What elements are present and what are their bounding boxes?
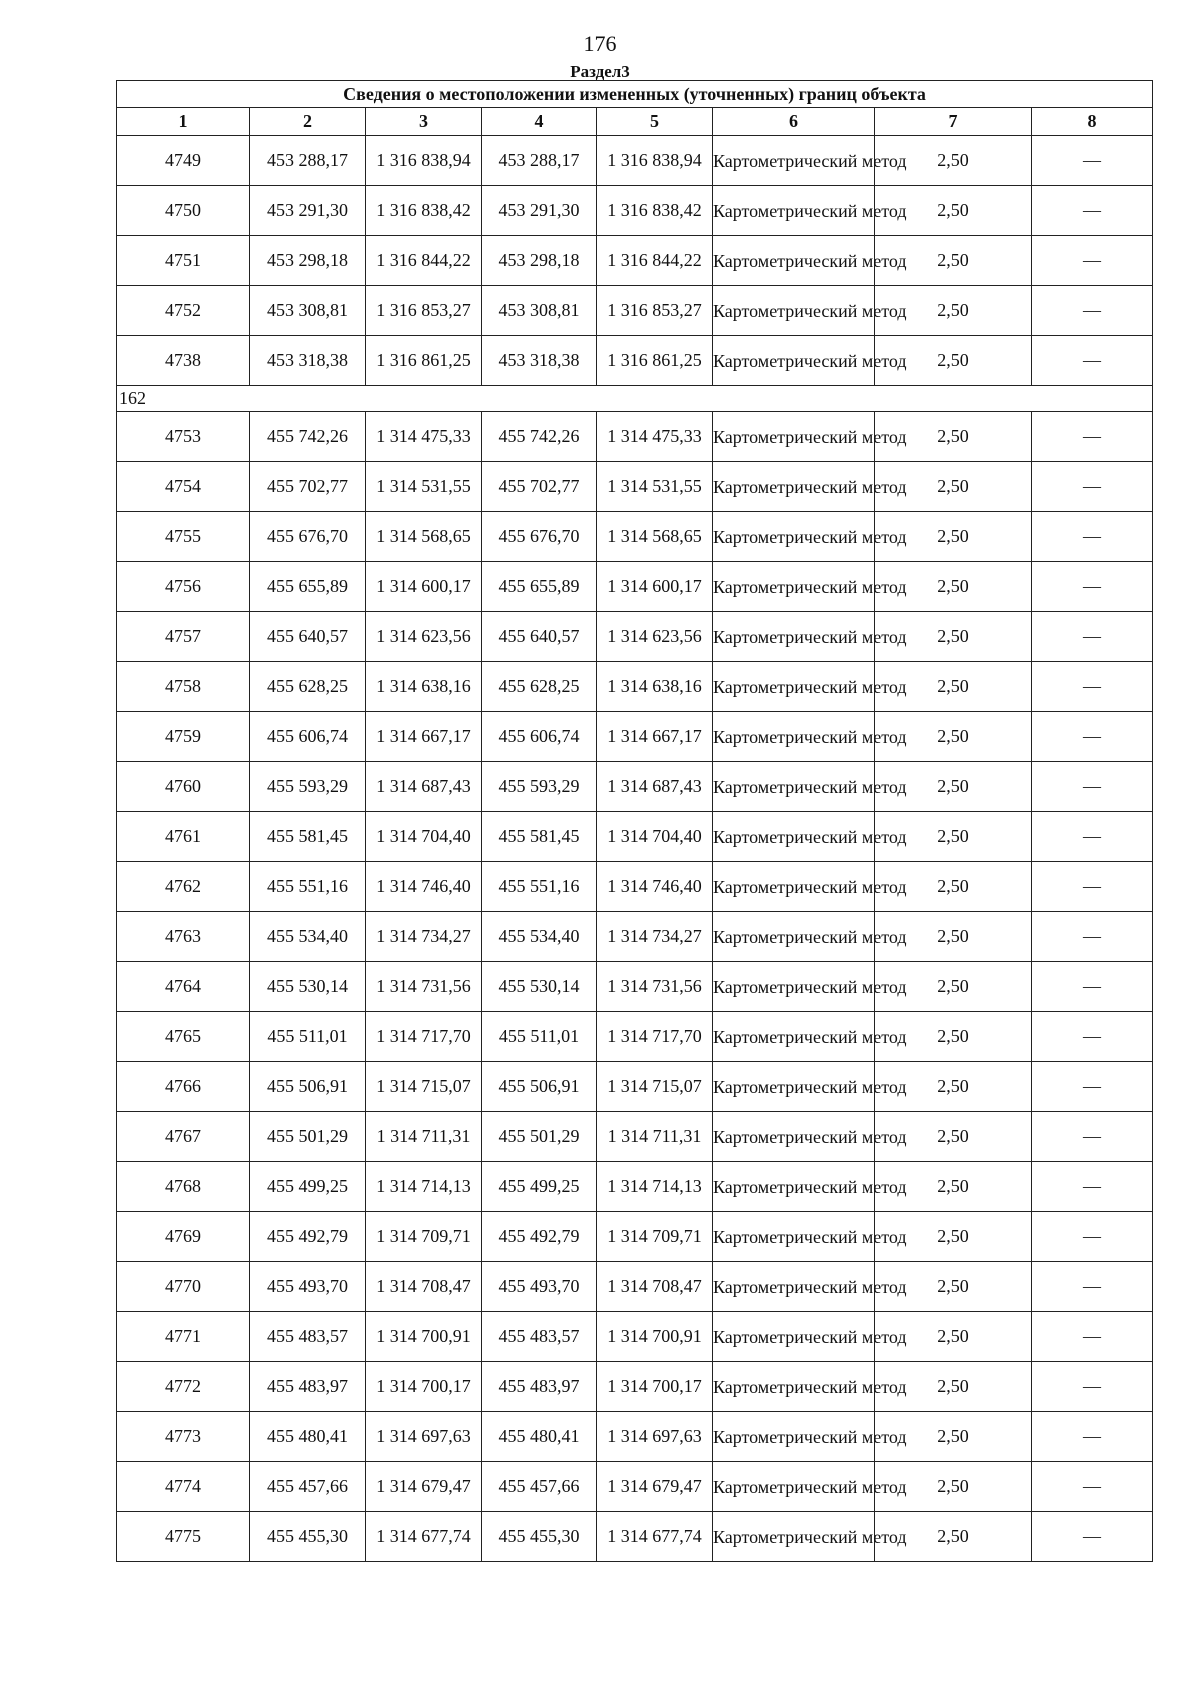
refined-x-cell: 455 702,77 <box>482 462 597 512</box>
refined-x-cell: 455 742,26 <box>482 412 597 462</box>
existing-y-cell: 1 316 838,42 <box>366 186 482 236</box>
table-row <box>117 612 1153 662</box>
column-number: 8 <box>1032 108 1153 136</box>
existing-x-cell: 455 628,25 <box>250 662 366 712</box>
existing-x-cell: 455 501,29 <box>250 1112 366 1162</box>
note-cell: — <box>1032 962 1153 1012</box>
note-cell: — <box>1032 1312 1153 1362</box>
method-cell: Картометрический метод <box>713 812 875 862</box>
accuracy-cell: 2,50 <box>875 412 1032 462</box>
refined-y-cell: 1 314 568,65 <box>597 512 713 562</box>
method-cell: Картометрический метод <box>713 1362 875 1412</box>
column-number: 3 <box>366 108 482 136</box>
existing-y-cell: 1 314 531,55 <box>366 462 482 512</box>
method-cell: Картометрический метод <box>713 286 875 336</box>
refined-x-cell: 453 288,17 <box>482 136 597 186</box>
table-row <box>117 562 1153 612</box>
existing-y-cell: 1 314 568,65 <box>366 512 482 562</box>
refined-x-cell: 453 291,30 <box>482 186 597 236</box>
accuracy-cell: 2,50 <box>875 1512 1032 1562</box>
method-cell: Картометрический метод <box>713 462 875 512</box>
accuracy-cell: 2,50 <box>875 462 1032 512</box>
note-cell: — <box>1032 1162 1153 1212</box>
point-number-cell: 4738 <box>117 336 250 386</box>
point-number-cell: 4765 <box>117 1012 250 1062</box>
accuracy-cell: 2,50 <box>875 186 1032 236</box>
refined-y-cell: 1 314 731,56 <box>597 962 713 1012</box>
note-cell: — <box>1032 1212 1153 1262</box>
refined-x-cell: 455 499,25 <box>482 1162 597 1212</box>
column-number: 5 <box>597 108 713 136</box>
refined-x-cell: 455 581,45 <box>482 812 597 862</box>
refined-x-cell: 455 493,70 <box>482 1262 597 1312</box>
existing-x-cell: 455 702,77 <box>250 462 366 512</box>
refined-y-cell: 1 314 715,07 <box>597 1062 713 1112</box>
refined-x-cell: 455 534,40 <box>482 912 597 962</box>
note-cell: — <box>1032 412 1153 462</box>
note-cell: — <box>1032 712 1153 762</box>
existing-x-cell: 455 457,66 <box>250 1462 366 1512</box>
point-number-cell: 4766 <box>117 1062 250 1112</box>
point-number-cell: 4749 <box>117 136 250 186</box>
existing-y-cell: 1 314 638,16 <box>366 662 482 712</box>
accuracy-cell: 2,50 <box>875 562 1032 612</box>
section-title: Раздел3 <box>570 62 630 81</box>
note-cell: — <box>1032 1512 1153 1562</box>
table-row <box>117 1512 1153 1562</box>
table-row <box>117 1412 1153 1462</box>
existing-x-cell: 455 493,70 <box>250 1262 366 1312</box>
note-cell: — <box>1032 336 1153 386</box>
refined-x-cell: 455 655,89 <box>482 562 597 612</box>
refined-x-cell: 453 308,81 <box>482 286 597 336</box>
existing-x-cell: 455 534,40 <box>250 912 366 962</box>
page-number: 176 <box>583 31 617 56</box>
note-cell: — <box>1032 1012 1153 1062</box>
refined-x-cell: 453 298,18 <box>482 236 597 286</box>
existing-y-cell: 1 316 861,25 <box>366 336 482 386</box>
existing-y-cell: 1 314 715,07 <box>366 1062 482 1112</box>
existing-y-cell: 1 314 734,27 <box>366 912 482 962</box>
existing-x-cell: 453 318,38 <box>250 336 366 386</box>
point-number-cell: 4768 <box>117 1162 250 1212</box>
refined-y-cell: 1 316 853,27 <box>597 286 713 336</box>
refined-y-cell: 1 314 708,47 <box>597 1262 713 1312</box>
existing-y-cell: 1 314 709,71 <box>366 1212 482 1262</box>
table-header <box>117 81 1153 136</box>
method-cell: Картометрический метод <box>713 1462 875 1512</box>
note-cell: — <box>1032 1362 1153 1412</box>
existing-x-cell: 455 455,30 <box>250 1512 366 1562</box>
column-number: 4 <box>482 108 597 136</box>
point-number-cell: 4751 <box>117 236 250 286</box>
refined-y-cell: 1 314 531,55 <box>597 462 713 512</box>
refined-x-cell: 455 640,57 <box>482 612 597 662</box>
accuracy-cell: 2,50 <box>875 662 1032 712</box>
table-row <box>117 1212 1153 1262</box>
table-row <box>117 862 1153 912</box>
point-number-cell: 4754 <box>117 462 250 512</box>
table-row <box>117 1112 1153 1162</box>
existing-x-cell: 455 593,29 <box>250 762 366 812</box>
refined-x-cell: 455 606,74 <box>482 712 597 762</box>
point-number-cell: 4771 <box>117 1312 250 1362</box>
existing-y-cell: 1 314 687,43 <box>366 762 482 812</box>
refined-x-cell: 455 628,25 <box>482 662 597 712</box>
table-row <box>117 962 1153 1012</box>
existing-x-cell: 455 483,97 <box>250 1362 366 1412</box>
method-cell: Картометрический метод <box>713 1012 875 1062</box>
refined-y-cell: 1 314 475,33 <box>597 412 713 462</box>
method-cell: Картометрический метод <box>713 336 875 386</box>
accuracy-cell: 2,50 <box>875 812 1032 862</box>
accuracy-cell: 2,50 <box>875 1012 1032 1062</box>
method-cell: Картометрический метод <box>713 712 875 762</box>
existing-y-cell: 1 314 700,91 <box>366 1312 482 1362</box>
accuracy-cell: 2,50 <box>875 1212 1032 1262</box>
refined-x-cell: 455 483,97 <box>482 1362 597 1412</box>
existing-y-cell: 1 316 853,27 <box>366 286 482 336</box>
point-number-cell: 4773 <box>117 1412 250 1462</box>
table-row <box>117 762 1153 812</box>
table-row <box>117 236 1153 286</box>
accuracy-cell: 2,50 <box>875 136 1032 186</box>
table-row <box>117 1362 1153 1412</box>
existing-x-cell: 455 511,01 <box>250 1012 366 1062</box>
method-cell: Картометрический метод <box>713 612 875 662</box>
existing-y-cell: 1 314 600,17 <box>366 562 482 612</box>
refined-y-cell: 1 314 734,27 <box>597 912 713 962</box>
method-cell: Картометрический метод <box>713 762 875 812</box>
table-row <box>117 136 1153 186</box>
note-cell: — <box>1032 662 1153 712</box>
method-cell: Картометрический метод <box>713 186 875 236</box>
accuracy-cell: 2,50 <box>875 1062 1032 1112</box>
column-number: 1 <box>117 108 250 136</box>
note-cell: — <box>1032 612 1153 662</box>
refined-y-cell: 1 314 600,17 <box>597 562 713 612</box>
note-cell: — <box>1032 1062 1153 1112</box>
point-number-cell: 4757 <box>117 612 250 662</box>
refined-y-cell: 1 314 717,70 <box>597 1012 713 1062</box>
existing-y-cell: 1 314 475,33 <box>366 412 482 462</box>
existing-y-cell: 1 314 667,17 <box>366 712 482 762</box>
accuracy-cell: 2,50 <box>875 1112 1032 1162</box>
existing-x-cell: 455 530,14 <box>250 962 366 1012</box>
refined-y-cell: 1 314 667,17 <box>597 712 713 762</box>
accuracy-cell: 2,50 <box>875 1162 1032 1212</box>
method-cell: Картометрический метод <box>713 1262 875 1312</box>
refined-x-cell: 455 480,41 <box>482 1412 597 1462</box>
refined-x-cell: 455 593,29 <box>482 762 597 812</box>
refined-x-cell: 455 501,29 <box>482 1112 597 1162</box>
existing-x-cell: 455 499,25 <box>250 1162 366 1212</box>
point-number-cell: 4769 <box>117 1212 250 1262</box>
point-number-cell: 4762 <box>117 862 250 912</box>
existing-x-cell: 453 288,17 <box>250 136 366 186</box>
existing-x-cell: 455 676,70 <box>250 512 366 562</box>
existing-x-cell: 453 308,81 <box>250 286 366 336</box>
note-cell: — <box>1032 236 1153 286</box>
existing-x-cell: 455 551,16 <box>250 862 366 912</box>
note-cell: — <box>1032 512 1153 562</box>
existing-x-cell: 455 483,57 <box>250 1312 366 1362</box>
existing-y-cell: 1 314 697,63 <box>366 1412 482 1462</box>
method-cell: Картометрический метод <box>713 1312 875 1362</box>
refined-y-cell: 1 314 700,17 <box>597 1362 713 1412</box>
existing-x-cell: 453 298,18 <box>250 236 366 286</box>
refined-y-cell: 1 314 677,74 <box>597 1512 713 1562</box>
refined-y-cell: 1 314 746,40 <box>597 862 713 912</box>
method-cell: Картометрический метод <box>713 136 875 186</box>
table-row <box>117 186 1153 236</box>
accuracy-cell: 2,50 <box>875 712 1032 762</box>
table-row <box>117 812 1153 862</box>
refined-x-cell: 453 318,38 <box>482 336 597 386</box>
accuracy-cell: 2,50 <box>875 1462 1032 1512</box>
note-cell: — <box>1032 562 1153 612</box>
refined-x-cell: 455 676,70 <box>482 512 597 562</box>
method-cell: Картометрический метод <box>713 1062 875 1112</box>
point-number-cell: 4755 <box>117 512 250 562</box>
table-row <box>117 512 1153 562</box>
note-cell: — <box>1032 1412 1153 1462</box>
point-number-cell: 4770 <box>117 1262 250 1312</box>
existing-x-cell: 455 480,41 <box>250 1412 366 1462</box>
note-cell: — <box>1032 1462 1153 1512</box>
refined-y-cell: 1 314 697,63 <box>597 1412 713 1462</box>
point-number-cell: 4752 <box>117 286 250 336</box>
refined-y-cell: 1 314 709,71 <box>597 1212 713 1262</box>
accuracy-cell: 2,50 <box>875 612 1032 662</box>
existing-y-cell: 1 314 711,31 <box>366 1112 482 1162</box>
refined-y-cell: 1 316 844,22 <box>597 236 713 286</box>
accuracy-cell: 2,50 <box>875 762 1032 812</box>
table-row <box>117 336 1153 386</box>
refined-x-cell: 455 551,16 <box>482 862 597 912</box>
existing-x-cell: 455 655,89 <box>250 562 366 612</box>
table-row <box>117 1262 1153 1312</box>
refined-x-cell: 455 457,66 <box>482 1462 597 1512</box>
existing-y-cell: 1 314 700,17 <box>366 1362 482 1412</box>
method-cell: Картометрический метод <box>713 962 875 1012</box>
note-cell: — <box>1032 762 1153 812</box>
existing-y-cell: 1 314 679,47 <box>366 1462 482 1512</box>
table-row <box>117 1012 1153 1062</box>
refined-x-cell: 455 455,30 <box>482 1512 597 1562</box>
note-cell: — <box>1032 286 1153 336</box>
note-cell: — <box>1032 862 1153 912</box>
table-row <box>117 912 1153 962</box>
refined-x-cell: 455 483,57 <box>482 1312 597 1362</box>
accuracy-cell: 2,50 <box>875 1362 1032 1412</box>
note-cell: — <box>1032 812 1153 862</box>
point-number-cell: 4772 <box>117 1362 250 1412</box>
existing-y-cell: 1 314 623,56 <box>366 612 482 662</box>
accuracy-cell: 2,50 <box>875 862 1032 912</box>
column-number: 6 <box>713 108 875 136</box>
table-row <box>117 1462 1153 1512</box>
table-body <box>117 136 1153 1562</box>
note-cell: — <box>1032 186 1153 236</box>
existing-y-cell: 1 314 746,40 <box>366 862 482 912</box>
refined-x-cell: 455 530,14 <box>482 962 597 1012</box>
coordinates-table <box>116 80 1153 1562</box>
existing-x-cell: 455 581,45 <box>250 812 366 862</box>
existing-y-cell: 1 314 704,40 <box>366 812 482 862</box>
point-number-cell: 4750 <box>117 186 250 236</box>
existing-x-cell: 455 742,26 <box>250 412 366 462</box>
existing-x-cell: 455 606,74 <box>250 712 366 762</box>
method-cell: Картометрический метод <box>713 662 875 712</box>
existing-y-cell: 1 314 714,13 <box>366 1162 482 1212</box>
point-number-cell: 4758 <box>117 662 250 712</box>
existing-y-cell: 1 314 708,47 <box>366 1262 482 1312</box>
column-number: 7 <box>875 108 1032 136</box>
point-number-cell: 4764 <box>117 962 250 1012</box>
existing-x-cell: 453 291,30 <box>250 186 366 236</box>
refined-y-cell: 1 314 704,40 <box>597 812 713 862</box>
table-row <box>117 286 1153 336</box>
note-cell: — <box>1032 136 1153 186</box>
accuracy-cell: 2,50 <box>875 1312 1032 1362</box>
group-label: 162 <box>117 386 1153 412</box>
point-number-cell: 4760 <box>117 762 250 812</box>
method-cell: Картометрический метод <box>713 1112 875 1162</box>
note-cell: — <box>1032 1112 1153 1162</box>
point-number-cell: 4775 <box>117 1512 250 1562</box>
accuracy-cell: 2,50 <box>875 286 1032 336</box>
refined-y-cell: 1 314 700,91 <box>597 1312 713 1362</box>
method-cell: Картометрический метод <box>713 562 875 612</box>
column-number: 2 <box>250 108 366 136</box>
point-number-cell: 4767 <box>117 1112 250 1162</box>
accuracy-cell: 2,50 <box>875 1412 1032 1462</box>
refined-y-cell: 1 314 714,13 <box>597 1162 713 1212</box>
table-row <box>117 662 1153 712</box>
refined-y-cell: 1 316 838,94 <box>597 136 713 186</box>
method-cell: Картометрический метод <box>713 1162 875 1212</box>
note-cell: — <box>1032 912 1153 962</box>
refined-y-cell: 1 314 638,16 <box>597 662 713 712</box>
existing-x-cell: 455 492,79 <box>250 1212 366 1262</box>
refined-x-cell: 455 492,79 <box>482 1212 597 1262</box>
note-cell: — <box>1032 462 1153 512</box>
refined-x-cell: 455 506,91 <box>482 1062 597 1112</box>
existing-x-cell: 455 640,57 <box>250 612 366 662</box>
refined-y-cell: 1 316 838,42 <box>597 186 713 236</box>
method-cell: Картометрический метод <box>713 412 875 462</box>
method-cell: Картометрический метод <box>713 1512 875 1562</box>
table-row <box>117 1062 1153 1112</box>
point-number-cell: 4753 <box>117 412 250 462</box>
point-number-cell: 4761 <box>117 812 250 862</box>
table-row <box>117 412 1153 462</box>
method-cell: Картометрический метод <box>713 1412 875 1462</box>
method-cell: Картометрический метод <box>713 512 875 562</box>
existing-y-cell: 1 314 717,70 <box>366 1012 482 1062</box>
method-cell: Картометрический метод <box>713 862 875 912</box>
existing-y-cell: 1 314 731,56 <box>366 962 482 1012</box>
refined-y-cell: 1 314 711,31 <box>597 1112 713 1162</box>
table-row <box>117 1162 1153 1212</box>
existing-y-cell: 1 316 844,22 <box>366 236 482 286</box>
accuracy-cell: 2,50 <box>875 236 1032 286</box>
existing-y-cell: 1 314 677,74 <box>366 1512 482 1562</box>
refined-y-cell: 1 314 679,47 <box>597 1462 713 1512</box>
refined-y-cell: 1 314 687,43 <box>597 762 713 812</box>
note-cell: — <box>1032 1262 1153 1312</box>
point-number-cell: 4756 <box>117 562 250 612</box>
method-cell: Картометрический метод <box>713 236 875 286</box>
existing-x-cell: 455 506,91 <box>250 1062 366 1112</box>
method-cell: Картометрический метод <box>713 912 875 962</box>
method-cell: Картометрический метод <box>713 1212 875 1262</box>
accuracy-cell: 2,50 <box>875 1262 1032 1312</box>
accuracy-cell: 2,50 <box>875 336 1032 386</box>
table-row <box>117 462 1153 512</box>
point-number-cell: 4763 <box>117 912 250 962</box>
table-row <box>117 1312 1153 1362</box>
accuracy-cell: 2,50 <box>875 512 1032 562</box>
refined-y-cell: 1 316 861,25 <box>597 336 713 386</box>
group-row <box>117 386 1153 412</box>
existing-y-cell: 1 316 838,94 <box>366 136 482 186</box>
column-number-row <box>117 108 1153 136</box>
point-number-cell: 4774 <box>117 1462 250 1512</box>
point-number-cell: 4759 <box>117 712 250 762</box>
table-row <box>117 712 1153 762</box>
accuracy-cell: 2,50 <box>875 962 1032 1012</box>
refined-y-cell: 1 314 623,56 <box>597 612 713 662</box>
accuracy-cell: 2,50 <box>875 912 1032 962</box>
refined-x-cell: 455 511,01 <box>482 1012 597 1062</box>
table-caption: Сведения о местоположении измененных (уточненных) границ объекта <box>117 81 1153 108</box>
